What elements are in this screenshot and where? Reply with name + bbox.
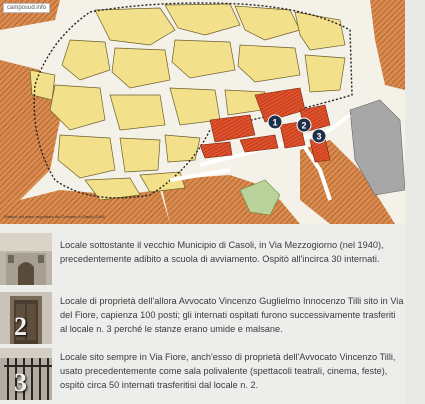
- location-description: Locale sottostante il vecchio Municipio di Casoli, in Via Mezzogiorno (nel 1940), precedentemente adibito a scuola di avviamento. Ospitò all'incirca 30 internati.: [60, 240, 384, 265]
- marker-label: 3: [316, 131, 322, 142]
- marker-label: 2: [301, 120, 307, 131]
- location-description: Locale di proprietà dell'allora Avvocato Vincenzo Guglielmo Innocenzo Tilli sito in Via del Fiore, capienza 100 posti; gli internati ospitati furono successivamente trasferiti al locale n. 3 perché le stanze erano umide e malsane.: [60, 296, 404, 335]
- location-item-3: [0, 348, 405, 404]
- thumbnail-1[interactable]: [0, 233, 52, 285]
- map-marker-1[interactable]: [268, 115, 282, 129]
- marker-label: 1: [272, 117, 278, 128]
- thumbnail-2[interactable]: [0, 292, 52, 344]
- map-caption: Stralcio del piano regolatore del Comune di Casoli (1940): [4, 214, 106, 219]
- location-item-2: [0, 292, 405, 344]
- map-marker-2[interactable]: [297, 118, 311, 132]
- thumbnail-3[interactable]: [0, 348, 52, 400]
- site-badge[interactable]: camposud.info: [3, 3, 50, 13]
- right-margin: [405, 0, 425, 404]
- map-marker-3[interactable]: [312, 129, 326, 143]
- location-item-1: [0, 233, 405, 288]
- building-photo-icon: [0, 233, 52, 285]
- thumbnail-number: 2: [14, 312, 27, 341]
- thumbnail-number: 3: [14, 368, 27, 397]
- location-description: Locale sito sempre in Via Fiore, anch'esso di proprietà dell'Avvocato Vincenzo Tilli, usato precedentemente come sala polivalente (spettacoli teatrali, cinema, feste), ospitò circa 50 internati trasferitisi dal locale n. 2.: [60, 352, 396, 391]
